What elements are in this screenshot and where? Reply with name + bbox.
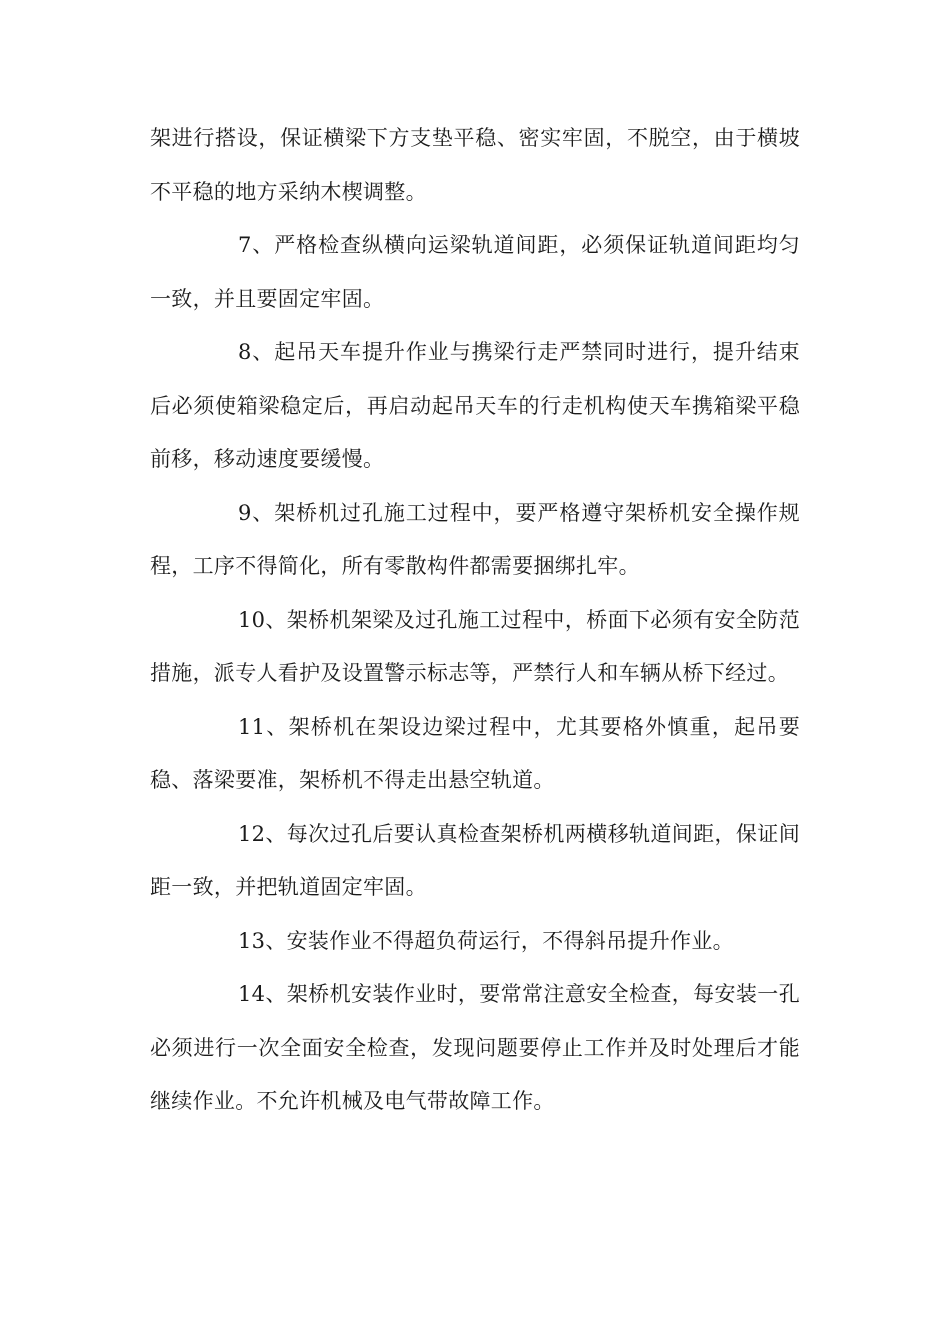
paragraph-item-9: 9、架桥机过孔施工过程中，要严格遵守架桥机安全操作规程，工序不得简化，所有零散构件都需要捆绑扎牢。	[150, 500, 800, 578]
paragraph-item-11: 11、架桥机在架设边梁过程中，尤其要格外慎重，起吊要稳、落梁要准，架桥机不得走出悬空轨道。	[150, 714, 800, 792]
document-body	[150, 112, 800, 1129]
paragraph-item-8: 8、起吊天车提升作业与携梁行走严禁同时进行，提升结束后必须使箱梁稳定后，再启动起吊天车的行走机构使天车携箱梁平稳前移，移动速度要缓慢。	[150, 340, 800, 471]
paragraph-item-12: 12、每次过孔后要认真检查架桥机两横移轨道间距，保证间距一致，并把轨道固定牢固。	[150, 821, 800, 899]
paragraph-item-7: 7、严格检查纵横向运梁轨道间距，必须保证轨道间距均匀一致，并且要固定牢固。	[150, 233, 800, 311]
paragraph-item-14: 14、架桥机安装作业时，要常常注意安全检查，每安装一孔必须进行一次全面安全检查，发现问题要停止工作并及时处理后才能继续作业。不允许机械及电气带故障工作。	[150, 982, 800, 1113]
paragraph-item-10: 10、架桥机架梁及过孔施工过程中，桥面下必须有安全防范措施，派专人看护及设置警示标志等，严禁行人和车辆从桥下经过。	[150, 607, 800, 685]
paragraph-continuation: 架进行搭设，保证横梁下方支垫平稳、密实牢固，不脱空，由于横坡不平稳的地方采纳木楔调整。	[150, 126, 800, 204]
paragraph-item-13: 13、安装作业不得超负荷运行，不得斜吊提升作业。	[238, 928, 734, 953]
